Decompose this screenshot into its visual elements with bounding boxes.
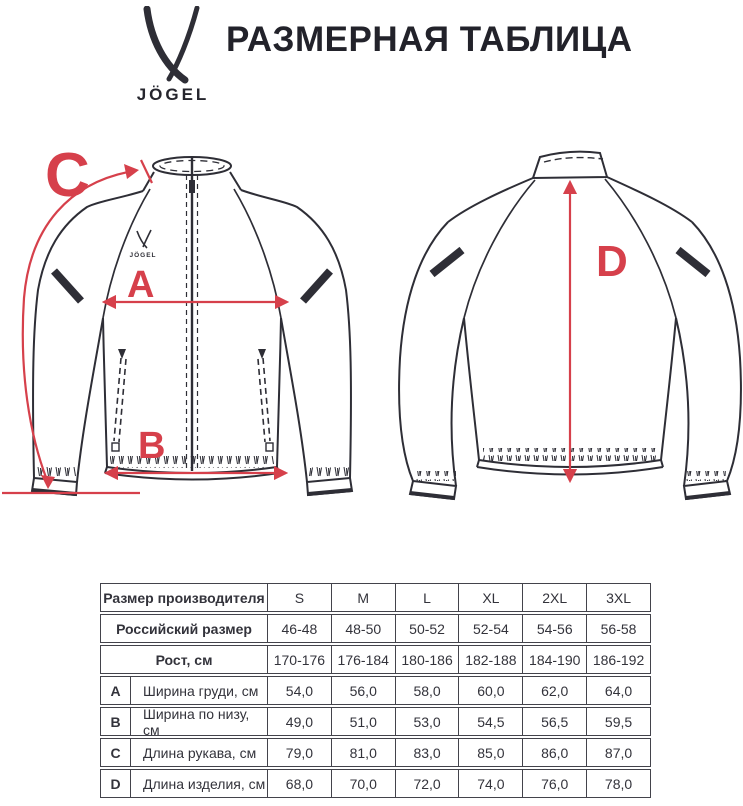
size-value: 54-56: [523, 615, 587, 642]
measure-value: 85,0: [459, 739, 523, 766]
measure-value: 74,0: [459, 770, 523, 797]
measure-value: 49,0: [268, 708, 332, 735]
measure-value: 87,0: [604, 744, 633, 761]
measure-value: 64,0: [604, 682, 633, 699]
jacket-back-diagram: [370, 130, 743, 510]
size-value: 184-190: [523, 646, 587, 673]
measure-label-b: B: [138, 425, 166, 467]
size-value: 2XL: [523, 584, 587, 611]
page-title: РАЗМЕРНАЯ ТАБЛИЦА: [226, 20, 633, 59]
size-value: 52-54: [459, 615, 523, 642]
measure-label-d: D: [596, 237, 628, 286]
size-value: 56-58: [600, 620, 637, 637]
size-value: S: [268, 584, 332, 611]
size-value: 48-50: [332, 615, 396, 642]
table-header-row: [100, 614, 651, 643]
measure-value: 86,0: [523, 739, 587, 766]
measure-value: 53,0: [396, 708, 460, 735]
measure-letter: C: [101, 739, 131, 766]
chest-logo-text: JÖGEL: [129, 252, 157, 259]
measure-value: 78,0: [604, 775, 633, 792]
brand-logo: [126, 6, 220, 105]
measure-value: 81,0: [332, 739, 396, 766]
measure-value: 79,0: [268, 739, 332, 766]
size-table: [100, 583, 651, 800]
measure-c-arrow: [23, 171, 133, 480]
measure-value: 54,0: [268, 677, 332, 704]
size-value: 182-188: [459, 646, 523, 673]
table-measure-row: [100, 707, 651, 736]
table-measure-row: [100, 676, 651, 705]
measure-label-c: C: [45, 141, 90, 210]
measure-value: 58,0: [396, 677, 460, 704]
measure-letter: A: [101, 677, 131, 704]
size-value: L: [396, 584, 460, 611]
table-measure-row: [100, 738, 651, 767]
row-label: Размер производителя: [101, 584, 268, 611]
measure-value: 70,0: [332, 770, 396, 797]
measure-value: 83,0: [396, 739, 460, 766]
measure-value: 72,0: [396, 770, 460, 797]
size-value: 3XL: [606, 589, 632, 606]
measure-label: Ширина груди, см: [131, 677, 268, 704]
measure-letter: B: [101, 708, 131, 735]
table-measure-row: [100, 769, 651, 798]
front-measurement-annotations: [2, 141, 287, 493]
measure-value: 68,0: [268, 770, 332, 797]
chest-logo-icon: [137, 230, 151, 248]
back-measurement-annotations: [570, 182, 628, 481]
size-value: 186-192: [592, 651, 645, 668]
size-value: M: [332, 584, 396, 611]
measure-value: 60,0: [459, 677, 523, 704]
table-header-row: [100, 645, 651, 674]
size-value: 176-184: [332, 646, 396, 673]
measure-value: 62,0: [523, 677, 587, 704]
measure-value: 59,5: [604, 713, 633, 730]
size-value: XL: [459, 584, 523, 611]
measure-value: 56,5: [523, 708, 587, 735]
measure-value: 56,0: [332, 677, 396, 704]
row-label: Российский размер: [101, 615, 268, 642]
measure-value: 54,5: [459, 708, 523, 735]
measure-label-a: A: [127, 264, 155, 306]
table-header-row: [100, 583, 651, 612]
brand-logo-icon: [133, 6, 213, 84]
jacket-front-diagram: [0, 130, 370, 510]
size-value: 46-48: [268, 615, 332, 642]
measure-letter: D: [101, 770, 131, 797]
measure-label: Длина изделия, см: [131, 770, 268, 797]
measure-label: Длина рукава, см: [131, 739, 268, 766]
brand-name: JÖGEL: [136, 85, 210, 104]
measure-value: 51,0: [332, 708, 396, 735]
size-value: 180-186: [396, 646, 460, 673]
size-value: 170-176: [268, 646, 332, 673]
row-label: Рост, см: [101, 646, 268, 673]
measure-label: Ширина по низу, см: [131, 708, 268, 735]
measure-c-collar-tick: [141, 160, 152, 183]
measure-value: 76,0: [523, 770, 587, 797]
size-value: 50-52: [396, 615, 460, 642]
